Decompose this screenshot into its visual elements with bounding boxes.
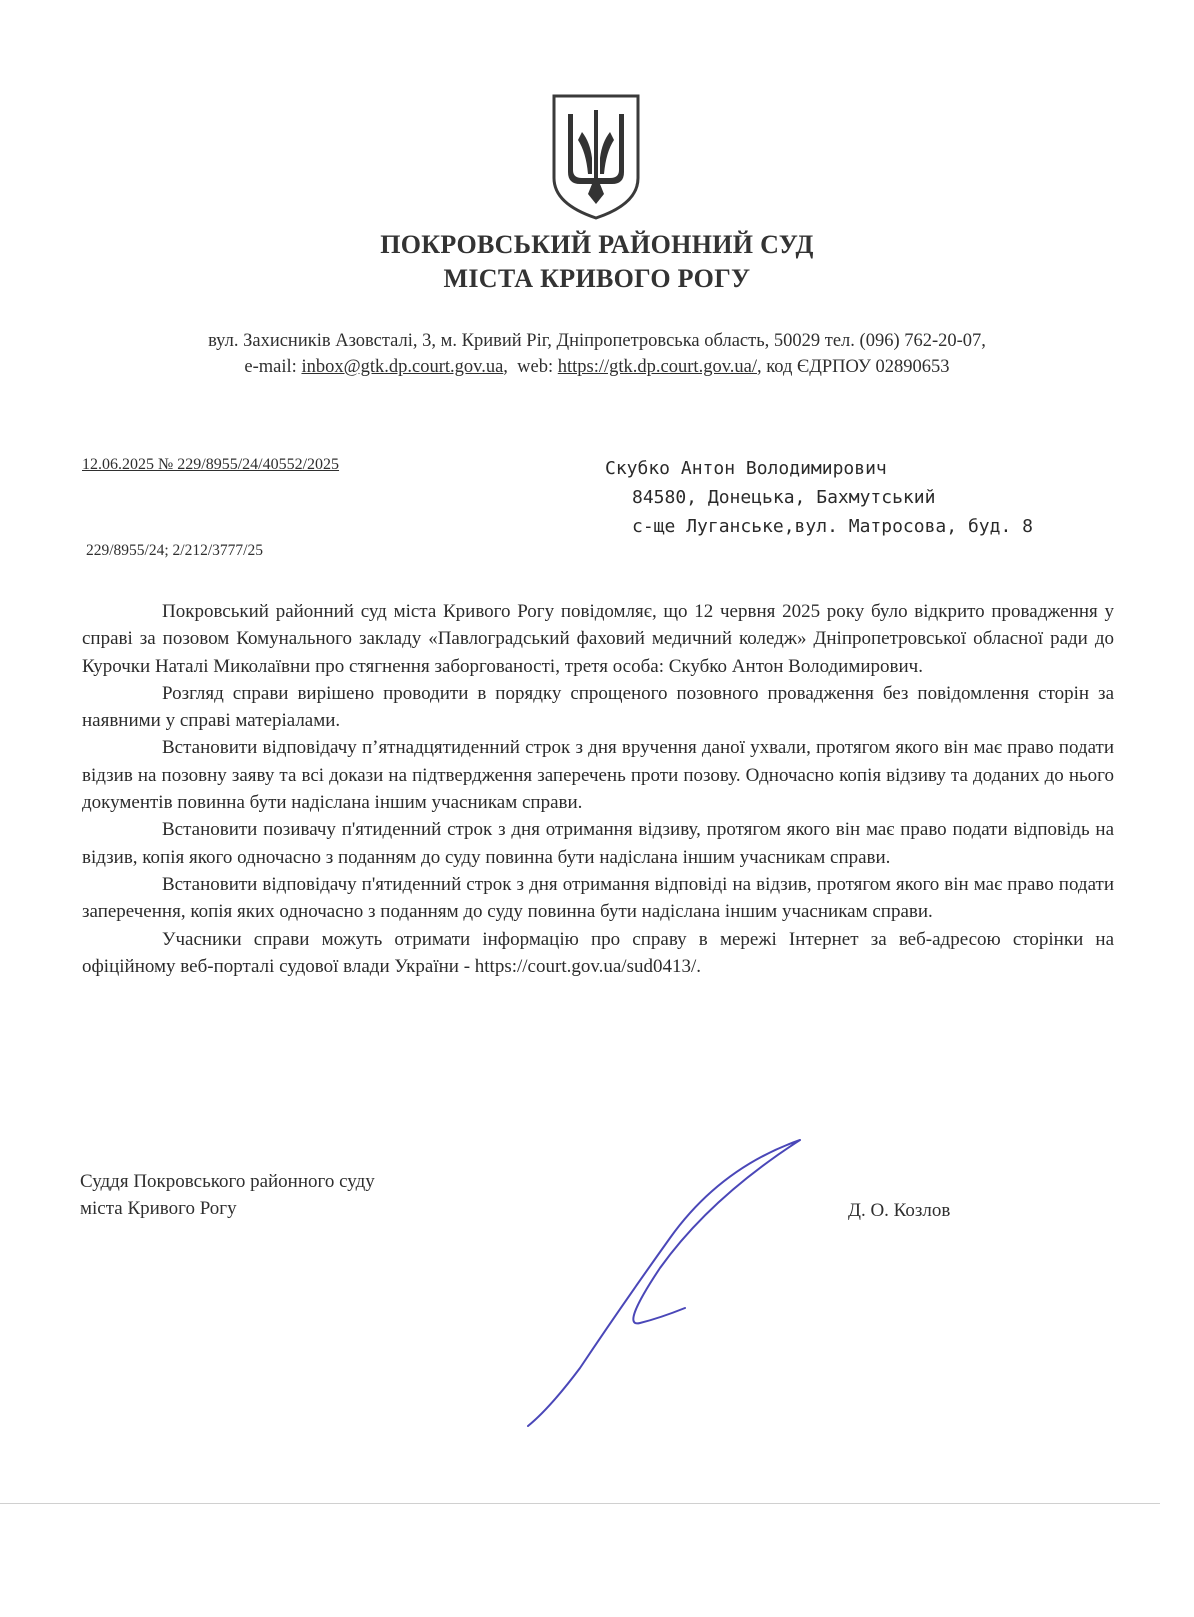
body-paragraph: Покровський районний суд міста Кривого Рогу повідомляє, що 12 червня 2025 року було відкрито провадження у справі за позовом Комунального закладу «Павлоградський фаховий медичний коледж» Дніпропетровської обласної ради до Курочки Наталі Миколаївни про стягнення заборгованості, третя особа: Скубко Антон Володимирович.: [82, 601, 1114, 677]
body-paragraph: Встановити позивачу п'ятиденний строк з дня отримання відзиву, протягом якого він має право подати відповідь на відзив, копія якого одночасно з поданням до суду повинна бути надіслана іншим учасникам справи.: [82, 819, 1114, 868]
addressee-name: Скубко Антон Володимирович: [605, 458, 887, 479]
court-address: вул. Захисників Азовсталі, 3, м. Кривий Ріг, Дніпропетровська область, 50029 тел. (096) 762-20-07,: [208, 331, 986, 351]
body-paragraph: Встановити відповідачу п’ятнадцятиденний строк з дня вручення даної ухвали, протягом якого він має право подати відзив на позовну заяву та всі докази на підтвердження заперечень проти позову. Одночасно копія відзиву та доданих до нього документів повинна бути надіслана іншим учасникам справи.: [82, 737, 1114, 814]
bottom-divider: [0, 1503, 1160, 1504]
judge-position-line2: міста Кривого Рогу: [80, 1198, 237, 1219]
web-label: web:: [517, 357, 554, 377]
addressee-address-line1: 84580, Донецька, Бахмутський: [632, 487, 936, 508]
trident-coat-of-arms-icon: [548, 92, 644, 222]
letter-body: [82, 598, 1114, 980]
web-link[interactable]: https://gtk.dp.court.gov.ua/: [557, 357, 757, 377]
court-name-line1: ПОКРОВСЬКИЙ РАЙОННИЙ СУД: [380, 230, 814, 259]
judge-name: Д. О. Козлов: [848, 1200, 951, 1221]
handwritten-signature-icon: [520, 1138, 840, 1428]
body-paragraph: Учасники справи можуть отримати інформацію про справу в мережі Інтернет за веб-адресою сторінки на офіційному веб-порталі судової влади України - https://court.gov.ua/sud0413/.: [82, 928, 1114, 977]
judge-position-line1: Суддя Покровського районного суду: [80, 1171, 375, 1192]
body-paragraph: Розгляд справи вирішено проводити в порядку спрощеного позовного провадження без повідомлення сторін за наявними у справі матеріалами.: [82, 682, 1114, 732]
edrpou-code: , код ЄДРПОУ 02890653: [756, 357, 950, 377]
email-link[interactable]: inbox@gtk.dp.court.gov.ua: [301, 357, 504, 377]
court-name-line2: МІСТА КРИВОГО РОГУ: [443, 264, 751, 293]
judge-position: [80, 1168, 375, 1222]
addressee-address-line2: с-ще Луганське,вул. Матросова, буд. 8: [632, 516, 1033, 537]
outgoing-reference: 12.06.2025 № 229/8955/24/40552/2025: [82, 456, 340, 473]
body-paragraph: Встановити відповідачу п'ятиденний строк з дня отримання відповіді на відзив, протягом якого він має право подати заперечення, копія яких одночасно з поданням до суду повинна бути надіслана іншим учасникам справи.: [82, 873, 1114, 923]
case-numbers: 229/8955/24; 2/212/3777/25: [86, 542, 263, 559]
email-label: e-mail:: [244, 357, 297, 377]
court-contacts: e-mail: inbox@gtk.dp.court.gov.ua, web: https://gtk.dp.court.gov.ua/, код ЄДРПОУ 02890653: [244, 357, 950, 377]
